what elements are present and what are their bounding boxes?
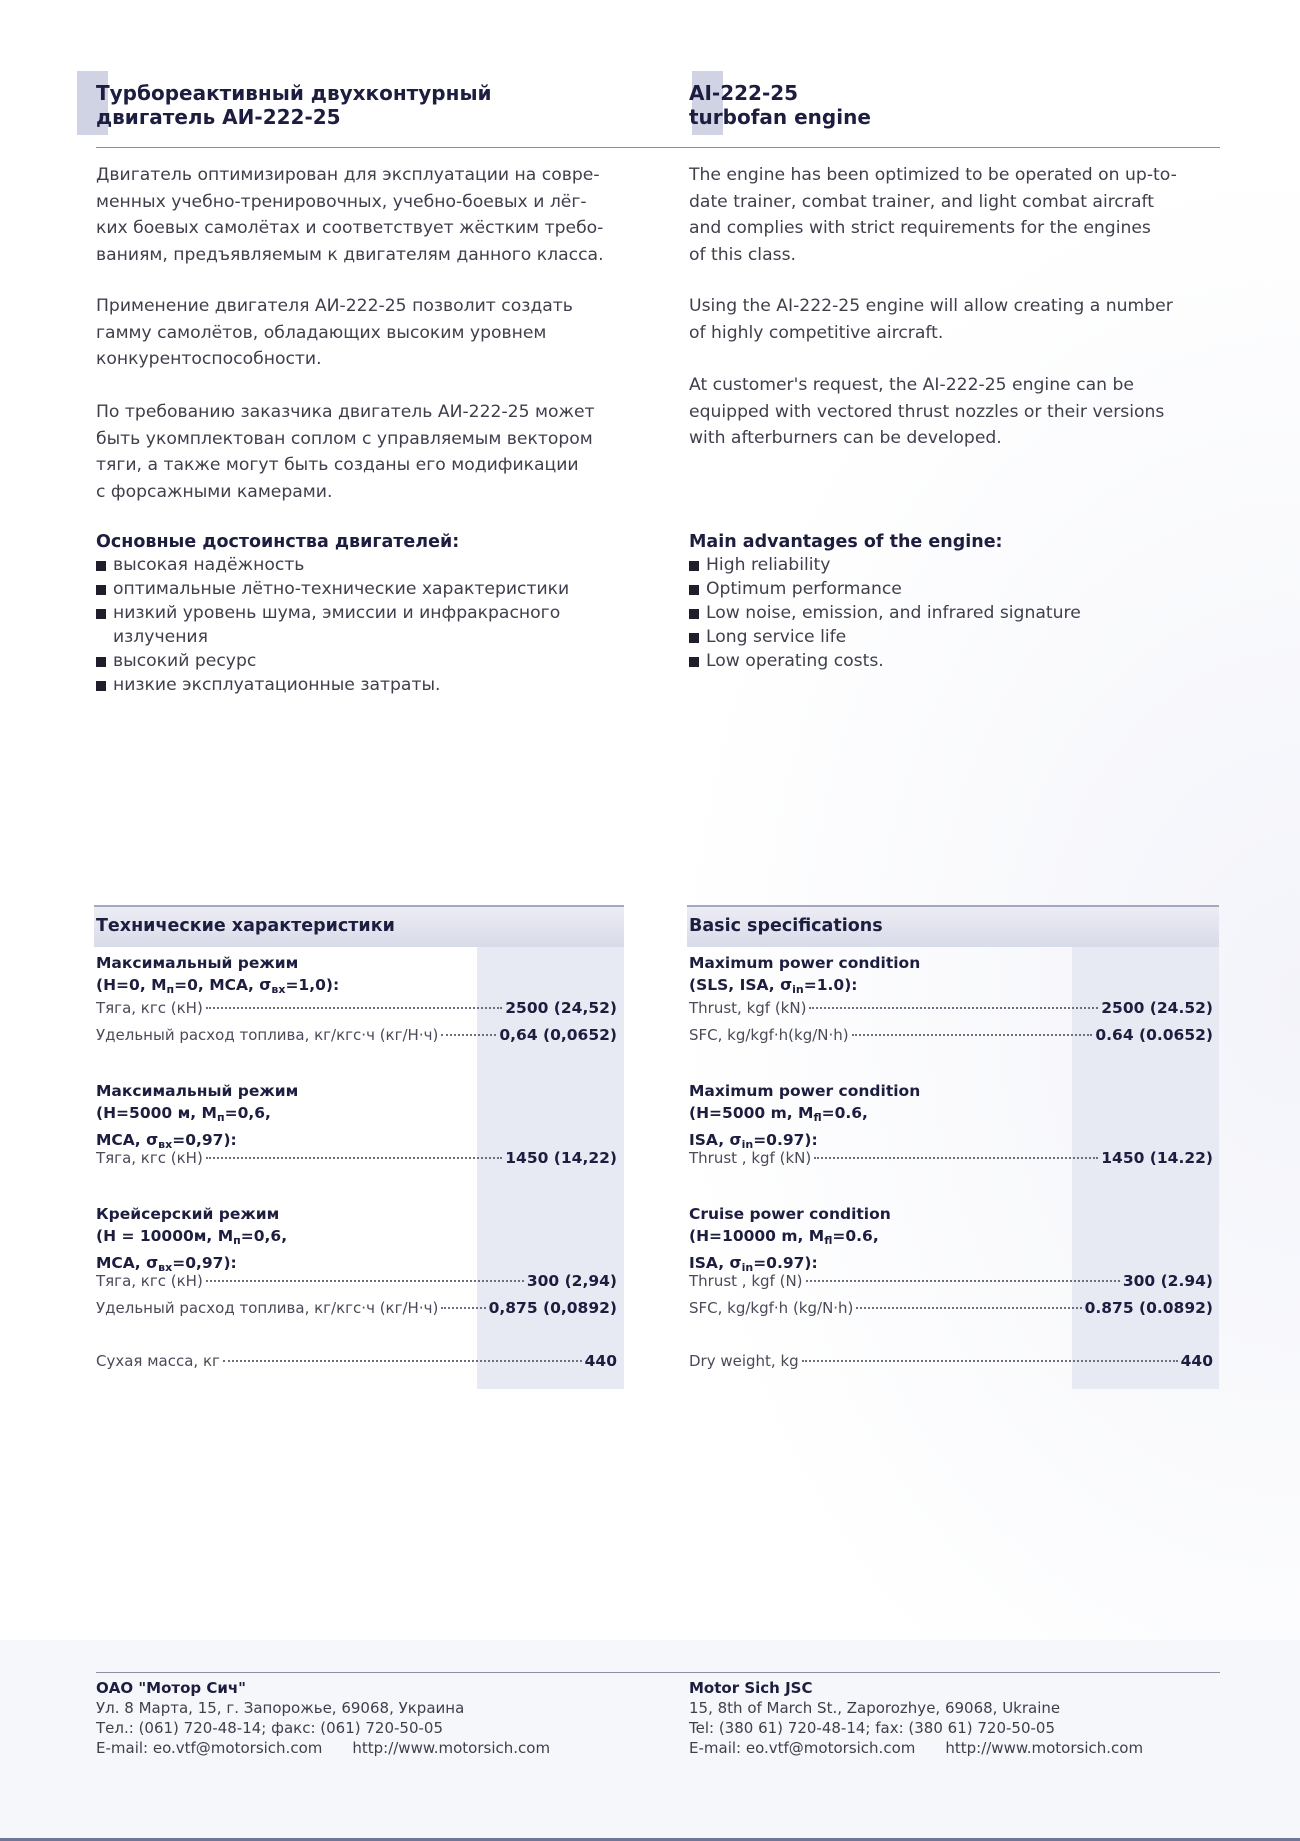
spec-value: 0,875 (0,0892) xyxy=(488,1299,617,1317)
spec-condition-cruise-en xyxy=(689,1203,891,1279)
spec-value: 300 (2.94) xyxy=(1122,1272,1213,1290)
condition-parameters: ISA, $\sigma_{in}=0.97$): xyxy=(689,1131,818,1151)
condition-parameters: (H=10000 m, $M_{fl}=0.6$, xyxy=(689,1227,879,1247)
condition-parameters: (H=0, $M_п=0$, МСА, $\sigma_{вх}=1,0$): xyxy=(96,976,340,996)
spec-value: 0.875 (0.0892) xyxy=(1084,1299,1213,1317)
advantage-item: Low noise, emission, and infrared signature xyxy=(689,601,1081,625)
spec-value: 440 xyxy=(1180,1352,1213,1370)
dot-leader xyxy=(852,1034,1093,1036)
spec-row-dry-weight xyxy=(689,1352,1213,1376)
condition-heading: Максимальный режим xyxy=(96,954,299,972)
advantage-item: Long service life xyxy=(689,625,1081,649)
spec-value: 0.64 (0.0652) xyxy=(1095,1026,1213,1044)
spec-label: Удельный расход топлива, кг/кгс·ч (кг/Н·ч) xyxy=(96,1299,439,1317)
condition-parameters: (H=5000 m, $M_{fl}=0.6$, xyxy=(689,1104,868,1124)
dot-leader xyxy=(223,1360,582,1362)
spec-value: 1450 (14,22) xyxy=(505,1149,617,1167)
spec-row-sfc xyxy=(96,1299,617,1323)
dot-leader xyxy=(206,1280,524,1282)
footer-company-en: Motor Sich JSC xyxy=(689,1679,813,1697)
intro-paragraph-ru: Двигатель оптимизирован для эксплуатации на совре- менных учебно-тренировочных, учебно-боевых и лёг- ких боевых самолётах и соответствует жёстким требо- ваниям, предъявляемым к двигателям данного класса. xyxy=(96,165,604,265)
spec-row-dry-weight xyxy=(96,1352,617,1376)
advantages-list-ru xyxy=(96,553,569,697)
advantage-item: High reliability xyxy=(689,553,1081,577)
dot-leader xyxy=(806,1280,1120,1282)
footer-address-ru: Ул. 8 Марта, 15, г. Запорожье, 69068, Украина xyxy=(96,1699,465,1717)
spec-row-thrust xyxy=(96,1149,617,1173)
dot-leader xyxy=(809,1007,1098,1009)
usage-paragraph-ru: Применение двигателя АИ-222-25 позволит создать гамму самолётов, обладающих высоким уровнем конкурентоспособности. xyxy=(96,296,573,369)
spec-value: 0,64 (0,0652) xyxy=(499,1026,617,1044)
spec-label: SFC, kg/kgf·h (kg/N·h) xyxy=(689,1299,854,1317)
footer-contacts-en xyxy=(689,1739,1143,1757)
spec-row-sfc xyxy=(96,1026,617,1050)
dot-leader xyxy=(441,1034,496,1036)
advantages-list-en xyxy=(689,553,1081,673)
spec-row-thrust xyxy=(689,999,1213,1023)
dot-leader xyxy=(441,1307,485,1309)
page-title-en: AI-222-25 turbofan engine xyxy=(689,81,871,129)
condition-parameters: (H=5000 м, $M_п=0,6$, xyxy=(96,1104,271,1124)
spec-label: Thrust, kgf (kN) xyxy=(689,999,807,1017)
condition-parameters: МСА, $\sigma_{вх}=0,97$): xyxy=(96,1131,237,1151)
condition-parameters: ISA, $\sigma_{in}=0.97$): xyxy=(689,1254,818,1274)
condition-heading: Крейсерский режим xyxy=(96,1205,280,1223)
condition-parameters: (H = 10000м, $M_п=0,6$, xyxy=(96,1227,288,1247)
footer-phone-ru: Тел.: (061) 720-48-14; факс: (061) 720-50-05 xyxy=(96,1719,443,1737)
spec-label: Сухая масса, кг xyxy=(96,1352,220,1370)
intro-paragraph-en: The engine has been optimized to be operated on up-to- date trainer, combat trainer, and light combat aircraft and complies with strict requirements for the engines of this class. xyxy=(689,165,1177,265)
spec-label: SFC, kg/kgf·h(kg/N·h) xyxy=(689,1026,849,1044)
spec-row-sfc xyxy=(689,1026,1213,1050)
advantages-title-en: Main advantages of the engine: xyxy=(689,532,1003,552)
spec-label: Thrust , kgf (N) xyxy=(689,1272,803,1290)
footer-email[interactable]: E-mail: eo.vtf@motorsich.com xyxy=(689,1739,916,1757)
spec-row-thrust xyxy=(689,1149,1213,1173)
spec-condition-max-ru xyxy=(96,952,339,1001)
spec-row-thrust xyxy=(96,999,617,1023)
condition-parameters: МСА, $\sigma_{вх}=0,97$): xyxy=(96,1254,237,1274)
condition-heading: Maximum power condition xyxy=(689,954,921,972)
specs-header-en xyxy=(687,905,1219,947)
footer-company-ru: ОАО "Мотор Сич" xyxy=(96,1679,246,1697)
advantage-item: Optimum performance xyxy=(689,577,1081,601)
dot-leader xyxy=(206,1007,502,1009)
spec-value: 300 (2,94) xyxy=(526,1272,617,1290)
spec-row-thrust xyxy=(689,1272,1213,1296)
dot-leader xyxy=(802,1360,1178,1362)
specs-header-ru xyxy=(94,905,624,947)
spec-value: 2500 (24.52) xyxy=(1101,999,1213,1017)
spec-label: Dry weight, kg xyxy=(689,1352,799,1370)
condition-heading: Cruise power condition xyxy=(689,1205,891,1223)
spec-label: Тяга, кгс (кН) xyxy=(96,1149,203,1167)
usage-paragraph-en: Using the AI-222-25 engine will allow creating a number of highly competitive aircraft. xyxy=(689,296,1173,343)
advantage-item: Low operating costs. xyxy=(689,649,1081,673)
dot-leader xyxy=(814,1157,1098,1159)
specs-title-en: Basic specifications xyxy=(689,916,883,936)
spec-row-sfc xyxy=(689,1299,1213,1323)
spec-row-thrust xyxy=(96,1272,617,1296)
footer-contacts-ru xyxy=(96,1739,550,1757)
advantage-item: низкий уровень шума, эмиссии и инфракрасного излучения xyxy=(96,601,569,649)
options-paragraph-ru: По требованию заказчика двигатель АИ-222-25 может быть укомплектован соплом с управляемым вектором тяги, а также могут быть созданы его модификации с форсажными камерами. xyxy=(96,402,595,502)
dot-leader xyxy=(856,1307,1081,1309)
spec-label: Thrust , kgf (kN) xyxy=(689,1149,812,1167)
spec-value: 1450 (14.22) xyxy=(1101,1149,1213,1167)
spec-value: 440 xyxy=(584,1352,617,1370)
spec-condition-max-altitude-ru xyxy=(96,1080,298,1156)
spec-value: 2500 (24,52) xyxy=(505,999,617,1017)
footer-email[interactable]: E-mail: eo.vtf@motorsich.com xyxy=(96,1739,323,1757)
condition-heading: Maximum power condition xyxy=(689,1082,921,1100)
advantage-item: высокая надёжность xyxy=(96,553,569,577)
condition-parameters: (SLS, ISA, $\sigma_{in}=1.0$): xyxy=(689,976,858,996)
spec-label: Тяга, кгс (кН) xyxy=(96,1272,203,1290)
advantage-item: высокий ресурс xyxy=(96,649,569,673)
advantage-item: оптимальные лётно-технические характеристики xyxy=(96,577,569,601)
spec-condition-max-altitude-en xyxy=(689,1080,920,1156)
page-title-ru: Турбореактивный двухконтурный двигатель АИ-222-25 xyxy=(96,81,492,129)
footer-address-en: 15, 8th of March St., Zaporozhye, 69068, Ukraine xyxy=(689,1699,1061,1717)
spec-label: Тяга, кгс (кН) xyxy=(96,999,203,1017)
advantages-title-ru: Основные достоинства двигателей: xyxy=(96,532,460,552)
condition-heading: Максимальный режим xyxy=(96,1082,299,1100)
options-paragraph-en: At customer's request, the AI-222-25 engine can be equipped with vectored thrust nozzles or their versions with afterburners can be developed. xyxy=(689,375,1165,448)
footer-website-link[interactable]: http://www.motorsich.com xyxy=(352,1739,551,1757)
footer-phone-en: Tel: (380 61) 720-48-14; fax: (380 61) 720-50-05 xyxy=(689,1719,1055,1737)
specs-title-ru: Технические характеристики xyxy=(96,916,395,936)
spec-label: Удельный расход топлива, кг/кгс·ч (кг/Н·ч) xyxy=(96,1026,439,1044)
dot-leader xyxy=(206,1157,502,1159)
footer-divider xyxy=(96,1672,1220,1673)
footer-website-link[interactable]: http://www.motorsich.com xyxy=(945,1739,1144,1757)
title-divider xyxy=(96,147,1220,148)
advantage-item: низкие эксплуатационные затраты. xyxy=(96,673,569,697)
spec-condition-max-en xyxy=(689,952,920,1001)
spec-condition-cruise-ru xyxy=(96,1203,287,1279)
